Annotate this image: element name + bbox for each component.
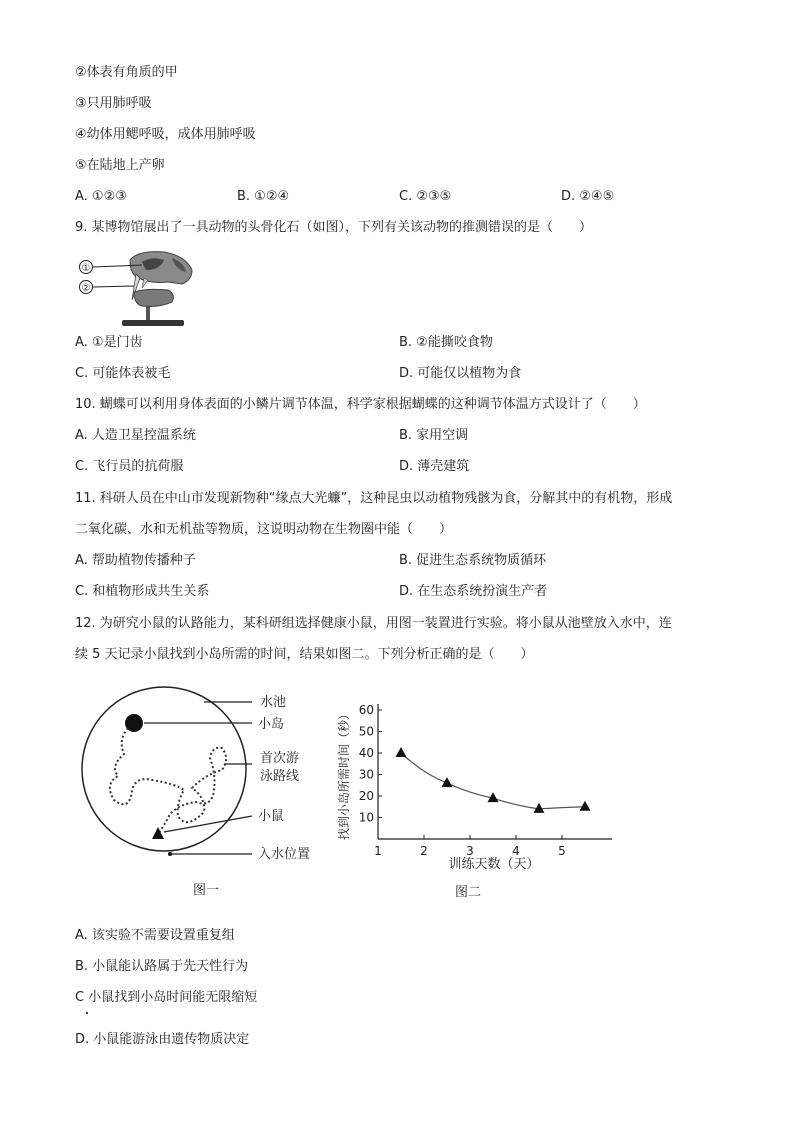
q8-option-b: B. ①②④	[237, 189, 290, 204]
q9-stem: 9. 某博物馆展出了一具动物的头骨化石（如图），下列有关该动物的推测错误的是（ ）	[75, 220, 593, 235]
q12-stem-line2: 续 5 天记录小鼠找到小岛所需的时间，结果如图二。下列分析正确的是（ ）	[75, 647, 534, 662]
figure-1-caption: 图一	[192, 883, 220, 898]
q10-option-b: B. 家用空调	[399, 428, 469, 443]
y-tick-label: 50	[358, 724, 374, 739]
q11-option-d: D. 在生态系统扮演生产者	[399, 584, 548, 599]
data-point-triangle	[396, 747, 407, 757]
data-point-triangle	[580, 801, 591, 811]
y-axis-label: 找到小岛所需时间（秒）	[337, 707, 351, 841]
figure-2-caption: 图二	[454, 885, 482, 900]
q12-stem-line1: 12. 为研究小鼠的认路能力，某科研组选择健康小鼠，用图一装置进行实验。将小鼠从池壁放入水中，连	[75, 616, 672, 631]
stand-base	[122, 320, 184, 326]
q12-option-a: A. 该实验不需要设置重复组	[75, 928, 235, 943]
x-tick-label: 5	[558, 844, 566, 858]
q10-option-d: D. 薄壳建筑	[399, 459, 470, 474]
skull-fossil-figure	[72, 248, 202, 330]
x-tick-label: 1	[374, 844, 382, 858]
q12-option-c: C 小鼠找到小岛时间能无限缩短	[75, 990, 258, 1005]
q12-option-b: B. 小鼠能认路属于先天性行为	[75, 959, 249, 974]
y-tick-label: 40	[358, 746, 374, 760]
y-tick-label: 30	[358, 767, 374, 782]
x-tick-label: 2	[420, 844, 428, 858]
q9-option-c: C. 可能体表被毛	[75, 366, 171, 381]
figure-1-water-maze	[80, 680, 330, 900]
label-2-text: ②	[81, 283, 91, 294]
q11-option-b: B. 促进生态系统物质循环	[399, 553, 547, 568]
pool-circle	[82, 687, 246, 851]
q11-option-a: A. 帮助植物传播种子	[75, 553, 196, 568]
x-tick-label: 4	[512, 844, 520, 858]
q9-option-d: D. 可能仅以植物为食	[399, 366, 522, 381]
q10-option-a: A. 人造卫星控温系统	[75, 428, 196, 443]
label-2-line	[93, 286, 134, 287]
entry-point-dot	[168, 852, 172, 856]
x-tick-label: 3	[466, 844, 474, 858]
q8-item-4: ④幼体用鳃呼吸，成体用肺呼吸	[75, 127, 256, 142]
q8-option-d: D. ②④⑤	[561, 189, 615, 204]
q10-stem: 10. 蝴蝶可以利用身体表面的小鳞片调节体温，科学家根据蝴蝶的这种调节体温方式设计了（ ）	[75, 397, 646, 412]
q11-stem-line2: 二氧化碳、水和无机盐等物质，这说明动物在生物圈中能（ ）	[75, 522, 453, 537]
y-tick-label: 20	[358, 789, 374, 803]
label-island: 小岛	[258, 717, 285, 732]
q8-item-3: ③只用肺呼吸	[75, 96, 152, 111]
stray-dot	[86, 1012, 88, 1014]
q8-item-5: ⑤在陆地上产卵	[75, 158, 165, 173]
q11-option-c: C. 和植物形成共生关系	[75, 584, 210, 599]
q9-option-a: A. ①是门齿	[75, 335, 143, 350]
x-axis-label: 训练天数（天）	[448, 857, 540, 872]
label-route-line2: 泳路线	[260, 769, 300, 784]
figure-2-chart	[334, 684, 624, 900]
y-tick-label: 60	[358, 703, 374, 717]
q10-option-c: C. 飞行员的抗荷服	[75, 459, 184, 474]
q8-item-2: ②体表有角质的甲	[75, 65, 178, 80]
y-tick-label: 10	[358, 810, 374, 825]
label-1-text: ①	[81, 263, 91, 274]
q11-stem-line1: 11. 科研人员在中山市发现新物种“缘点大光蠊”，这种昆虫以动植物残骸为食，分解其中的有机物，形成	[75, 491, 673, 506]
q12-option-d: D. 小鼠能游泳由遗传物质决定	[75, 1032, 250, 1047]
label-pool: 水池	[260, 695, 287, 710]
label-route-line1: 首次游	[260, 751, 300, 766]
q9-option-b: B. ②能撕咬食物	[399, 335, 493, 350]
q8-option-c: C. ②③⑤	[399, 189, 452, 204]
skull-lower-jaw	[134, 289, 173, 306]
label-entry: 入水位置	[258, 847, 311, 862]
label-mouse: 小鼠	[258, 809, 285, 824]
q8-option-a: A. ①②③	[75, 189, 127, 204]
